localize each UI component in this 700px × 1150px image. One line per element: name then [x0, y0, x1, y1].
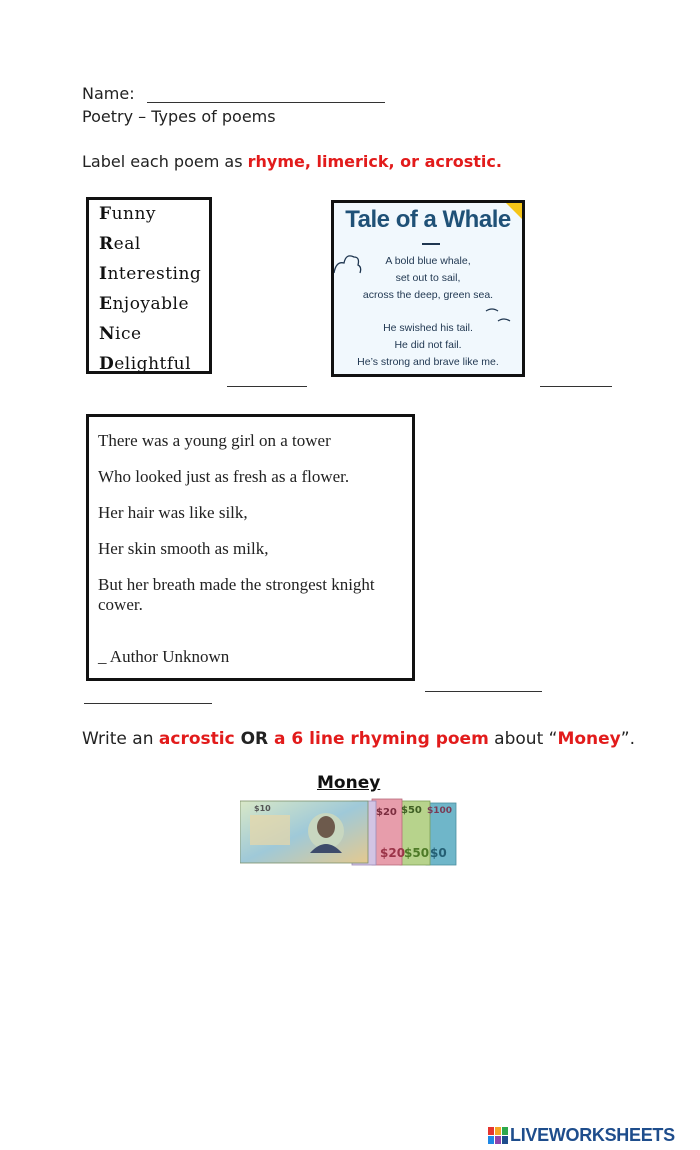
- limerick-author: _ Author Unknown: [98, 647, 230, 666]
- acrostic-poem-card: [86, 197, 212, 374]
- prompt-rhyme: a 6 line rhyming poem: [274, 729, 489, 749]
- instruction-highlight: rhyme, limerick, or acrostic.: [247, 152, 502, 171]
- answer-line-whale[interactable]: [540, 386, 612, 387]
- acrostic-line: Enjoyable: [99, 294, 190, 314]
- whale-poem-line: A bold blue whale,: [385, 255, 471, 267]
- writing-prompt: Write an acrostic OR a 6 line rhyming poem about “Money”.: [82, 729, 635, 749]
- note-label: $50: [401, 805, 422, 816]
- svg-text:$20: $20: [380, 846, 406, 860]
- note-label: $20: [376, 807, 397, 818]
- prompt-or: OR: [234, 729, 275, 749]
- prompt-acrostic: acrostic: [158, 729, 235, 749]
- banknotes-illustration: [240, 797, 458, 869]
- limerick-line: Her hair was like silk,: [98, 503, 248, 522]
- worksheet-subtitle: Poetry – Types of poems: [82, 107, 276, 126]
- limerick-line: There was a young girl on a tower: [98, 431, 331, 450]
- acrostic-line: Delightful: [99, 354, 192, 374]
- whale-poem-title: Tale of a Whale: [345, 206, 511, 233]
- whale-poem-line: He swished his tail.: [383, 322, 473, 334]
- answer-line-limerick-right[interactable]: [425, 691, 542, 692]
- svg-text:$0: $0: [430, 846, 447, 860]
- limerick-poem-card: [86, 414, 415, 681]
- note-label: $100: [427, 806, 453, 816]
- answer-line-acrostic[interactable]: [227, 386, 307, 387]
- limerick-line: But her breath made the strongest knight cower.: [98, 575, 375, 614]
- acrostic-line: Interesting: [99, 264, 202, 284]
- name-label: Name:: [82, 84, 135, 103]
- instruction-text: [82, 152, 502, 171]
- whale-poem-line: He did not fail.: [394, 339, 462, 351]
- instruction-prefix: Label each poem as: [82, 152, 248, 171]
- title-divider: [422, 243, 440, 245]
- acrostic-line: Nice: [99, 324, 142, 344]
- prompt-money: Money: [557, 729, 621, 749]
- acrostic-line: Funny: [99, 204, 157, 224]
- money-heading: Money: [317, 773, 381, 793]
- note-label: $10: [254, 804, 271, 813]
- whale-poem-line: across the deep, green sea.: [362, 289, 494, 301]
- liveworksheets-logo: [488, 1125, 675, 1146]
- name-answer-line[interactable]: [147, 102, 385, 103]
- svg-text:$50: $50: [404, 846, 430, 860]
- acrostic-line: Real: [99, 234, 141, 254]
- answer-line-limerick-left[interactable]: [84, 703, 212, 704]
- liveworksheets-brand: LIVEWORKSHEETS: [510, 1125, 675, 1145]
- limerick-line: Who looked just as fresh as a flower.: [98, 467, 350, 486]
- liveworksheets-logo-icon: [488, 1127, 508, 1145]
- whale-poem-line: set out to sail,: [395, 272, 461, 284]
- whale-poem-card: [331, 200, 525, 377]
- limerick-line: Her skin smooth as milk,: [98, 539, 269, 558]
- whale-poem-line: He’s strong and brave like me.: [357, 356, 499, 368]
